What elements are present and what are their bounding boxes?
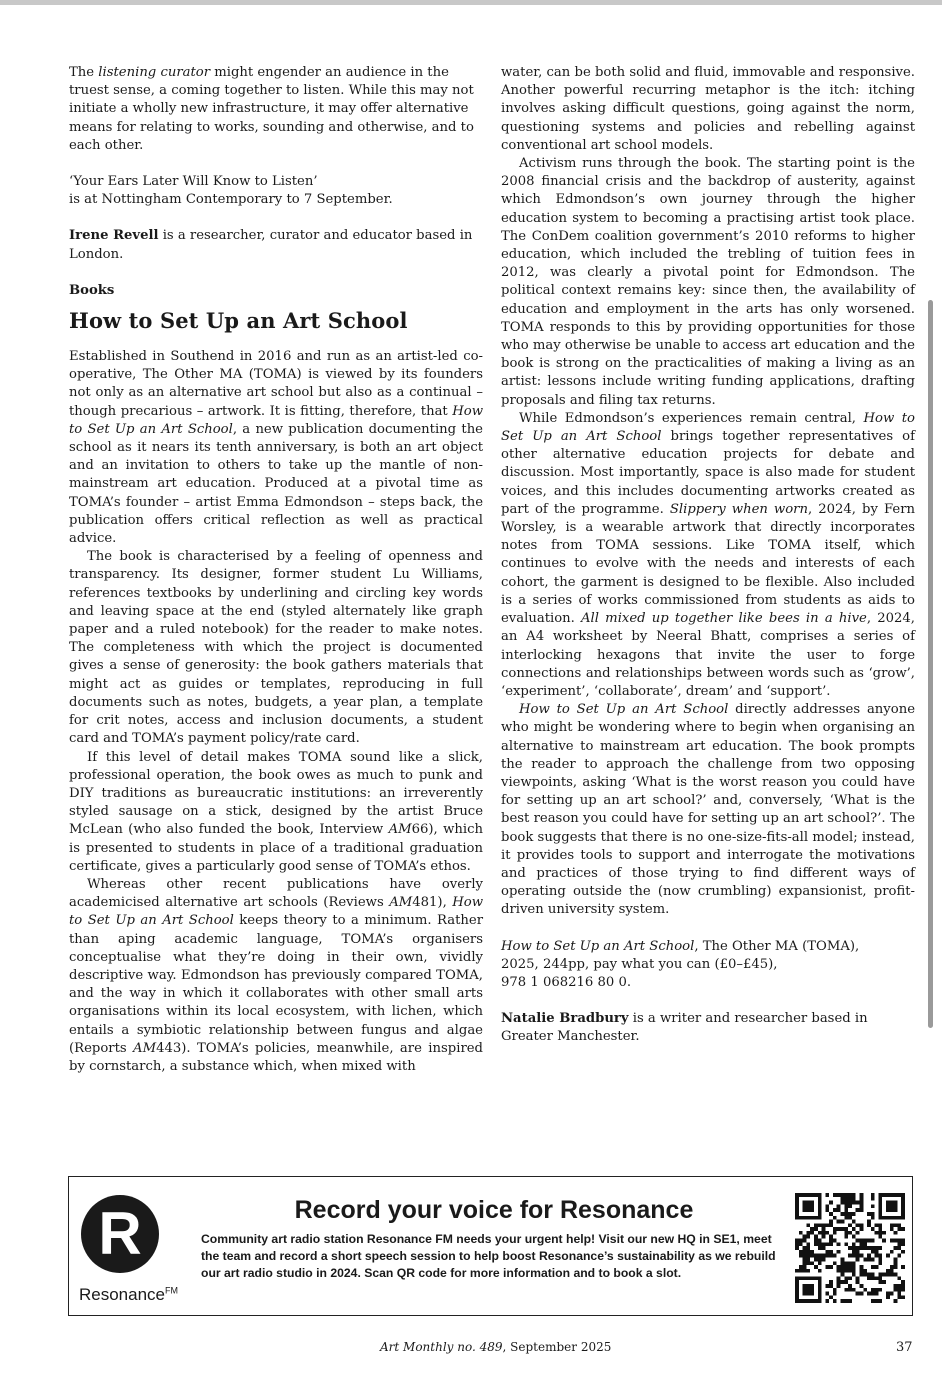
italic-text: How to Set Up an Art School [519,702,729,718]
issue-date: , September 2025 [502,1340,612,1354]
paragraph: water, can be both solid and fluid, immovable and responsive. Another powerful recurring metaphor is the itch: itching involves asking difficult questions, going against the norm, questioning systems and policies and rebelling against conventional art school models. [501,65,915,153]
italic-text: AM [133,1040,157,1056]
author-name: Natalie Bradbury [501,1011,629,1027]
author-bio [69,227,483,263]
book-isbn: 978 1 068216 80 0. [501,974,632,990]
author-bio-text: is a researcher, curator and educator based in London. [69,228,473,262]
text: brings together representatives of other alternative education projects for debate and discussion. Most importantly, space is also made for student voices, and this includes documenting artworks created as part of the programme. [501,429,915,517]
qr-code-icon[interactable] [795,1193,905,1303]
text: , 2024, an A4 worksheet by Neeral Bhatt, comprises a series of interlocking hexagons that invite the user to forge connections and relationships between words such as ‘grow’, ‘experiment’, ‘collaborate’, dream’ and ‘support’. [501,611,915,699]
book-details [501,938,915,993]
paragraph [69,348,483,548]
italic-text: How to Set Up an Art School [501,410,915,445]
advertisement-box[interactable] [68,1176,913,1316]
text: While Edmondson’s experiences remain central, [519,410,864,426]
paragraph [69,749,483,876]
book-publisher: , The Other MA (TOMA), [694,938,860,954]
text: If this level of detail makes TOMA sound like a slick, professional operation, the book owes as much to punk and DIY traditions as bureaucratic institutions: an irreverently styled sausage on a stick, designed by the artist Bruce McLean (who also funded the book, Interview [69,749,483,838]
paragraph: Activism runs through the book. The starting point is the 2008 financial crisis and the backdrop of austerity, against which Edmondson’s own journey through the higher education system to becoming a practising artist took place. The ConDem coalition government’s 2010 reforms to higher education, which included the trebling of tuition fees in 2012, was clearly a pivotal point for Edmondson. The political context remains key: since then, the availability of education and employment in the arts has only worsened. TOMA responds to this by providing opportunities for those who may otherwise be unable to access art education and the book is strong on the practicalities of making a living as an artist: lessons include writing funding applications, drafting proposals and filing tax returns. [501,156,915,408]
top-edge-bar [0,0,942,5]
book-pages-price: 2025, 244pp, pay what you can (£0–£45), [501,956,778,972]
author-bio-text: is a writer and researcher based in Greater Manchester. [501,1011,868,1045]
text: , 2024, by Fern Worsley, is a wearable artwork that directly incorporates notes from TOMA sessions. Like TOMA itself, which continues to evolve with the needs and interests of each cohort, the garment is designed to be flexible. Also included is a series of works commissioned from students as aids to evaluation. [501,501,915,627]
text: directly addresses anyone who might be wondering where to begin when organising an alternative to mainstream art education. The book prompts the reader to approach the challenge from two opposing viewpoints, asking ‘What is the worst reason you could have for setting up an art school?’ and, conversely, ‘What is the best reason you could have for setting up an art school?’. The book suggests that there is no one-size-fits-all model; instead, it provides tools to support and interrogate the motivations and practices of those trying to find different ways of operating outside the (now crumbling) expansionist, profit-driven university system. [501,702,915,918]
logo-wordmark [79,1285,178,1305]
magazine-issue: Art Monthly no. 489 [380,1340,503,1354]
text: 481), [412,895,453,911]
text: The [69,65,99,80]
text: Established in Southend in 2016 and run as an artist-led co-operative, The Other MA (TOMA) is viewed by its founders not only as an alternative art school but also as a continual – though precarious – artwork. It is fitting, therefore, that [69,349,483,419]
right-column [501,64,915,1047]
exhibition-title: ‘Your Ears Later Will Know to Listen’ [69,174,318,190]
ad-title: Record your voice for Resonance [294,1196,694,1224]
text: , a new publication documenting the school as it nears its tenth anniversary, is both an art object and an invitation to others to take up the mantle of non-mainstream art education. Produced at a pivotal time as TOMA’s founder – artist Emma Edmondson – steps back, the publication offers critical reflection as well as practical advice. [69,421,483,547]
logo-word: Resonance [79,1285,166,1304]
italic-text: How to Set Up an Art School [69,403,483,437]
paragraph: The book is characterised by a feeling of openness and transparency. Its designer, former student Lu Williams, references textbooks by underlining and circling key words and leaving space at the end (styled alternately like graph paper and a ruled notebook) for the reader to make notes. The completeness with which the project is documented gives a sense of generosity: the book gathers materials that might act as guides or templates, reproducing in full documents such as notes, budgets, a year plan, a template for crit notes, access and inclusion documents, a student card and TOMA’s payment policy/rate card. [69,549,483,747]
italic-text: listening curator [98,65,211,80]
italic-text: Slippery when worn [669,501,808,517]
logo-sup: FM [165,1285,179,1296]
paragraph [501,410,915,701]
resonance-logo-icon [79,1193,189,1311]
text: might engender an audience in the truest sense, a coming together to listen. While this may not initiate a wholly new infrastructure, it may offer alternative means for relating to works, sounding and otherwise, and to each other. [69,65,474,153]
text: Whereas other recent publications have overly academicised alternative art schools (Reviews [69,876,483,911]
footer-publication [380,1340,611,1354]
paragraph [69,64,483,155]
exhibition-venue: is at Nottingham Contemporary to 7 September. [69,192,393,208]
page-number: 37 [896,1340,913,1355]
section-label: Books [69,282,115,298]
italic-text: AM [389,895,413,911]
exhibition-info [69,173,483,209]
book-title: How to Set Up an Art School [501,938,695,954]
article-headline: How to Set Up an Art School [69,308,408,334]
left-column [69,64,483,1076]
italic-text: How to Set Up an Art School [69,895,483,929]
text: 443). TOMA’s policies, meanwhile, are inspired by cornstarch, a substance which, when mixed with [69,1040,484,1074]
italic-text: All mixed up together like bees in a hive [581,611,867,627]
paragraph [69,876,483,1076]
scrollbar[interactable] [928,300,933,1028]
logo-letter: R [98,1200,142,1267]
author-name: Irene Revell [69,228,159,244]
author-bio [501,1010,915,1046]
text: 66), which is presented to students in place of a traditional graduation certificate, gives a particularly good sense of TOMA’s ethos. [69,822,483,874]
text: keeps theory to a minimum. Rather than aping academic language, TOMA’s organisers conceptualise what they’re doing in their own, vividly descriptive way. Edmondson has previously compared TOMA, and the way in which it collaborates with other small arts organisations within its local ecosystem, with lichen, which entails a symbiotic relationship between fungus and algae (Reports [69,913,483,1056]
ad-body: Community art radio station Resonance FM needs your urgent help! Visit our new HQ in SE1, meet the team and record a short speech session to help boost Resonance’s sustainability as we rebuild our art radio studio in 2024. Scan QR code for more information and to book a slot. [201,1232,776,1280]
italic-text: AM [388,822,412,838]
paragraph [501,701,915,919]
